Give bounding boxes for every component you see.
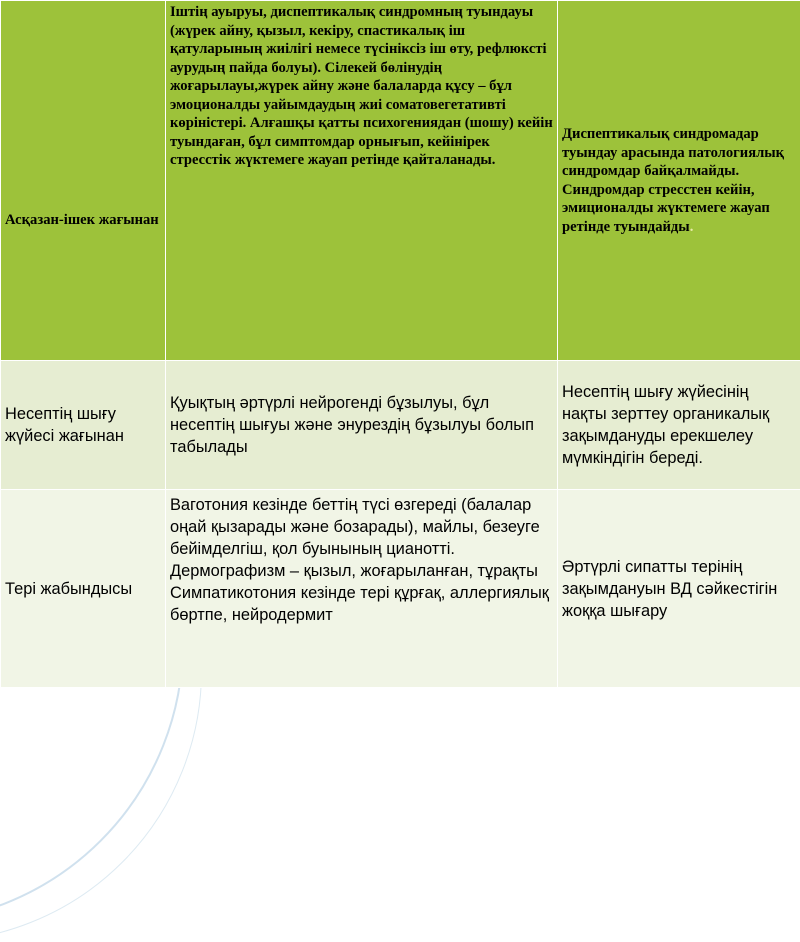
row-note-cell <box>558 361 800 490</box>
row-description: Қуықтың әртүрлі нейрогенді бұзылуы, бұл несептің шығуы және энурездің бұзылуы болып табылады <box>170 394 534 456</box>
table-row <box>1 361 800 490</box>
row-note: Несептің шығу жүйесінің нақты зерттеу органикалық зақымдануды ерекшелеу мүмкіндігін береді. <box>562 383 769 467</box>
row-label-cell <box>1 361 166 490</box>
row-label-cell <box>1 1 166 361</box>
row-note-cell <box>558 490 800 688</box>
row-description: Ваготония кезінде беттің түсі өзгереді (балалар оңай қызарады және бозарады), майлы, безеуге бейімделгіш, қол буынының цианотті. Дермографизм – қызыл, жоғарыланған, тұрақты Симпатикотония кезінде тері құрғақ, аллергиялық бөртпе, нейродермит <box>170 496 549 624</box>
row-label: Несептің шығу жүйесі жағынан <box>5 405 124 445</box>
table-row <box>1 490 800 688</box>
row-note: Диспептикалық синдромадар туындау арасында патологиялық синдромдар байқалмайды. Синдромдар стресстен кейін, эмиционалды жүктемеге жауап ретінде туындайды <box>562 126 784 235</box>
row-label: Асқазан-ішек жағынан <box>5 212 159 228</box>
row-description-cell <box>166 490 558 688</box>
table-row <box>1 1 800 361</box>
row-note-cell <box>558 1 800 361</box>
row-label-cell <box>1 490 166 688</box>
row-label: Тері жабындысы <box>5 580 132 598</box>
row-note-end: . <box>690 219 694 235</box>
row-description-cell <box>166 1 558 361</box>
row-note: Әртүрлі сипатты терінің зақымдануын ВД сәйкестігін жоққа шығару <box>562 558 777 620</box>
row-description-cell <box>166 361 558 490</box>
row-description: Іштің ауыруы, диспептикалық синдромның туындауы (жүрек айну, қызыл, кекіру, спастикалық іш қатуларының жиілігі немесе түсініксіз іш өту, рефлюксті аурудың пайда болуы). Сілекей бөлінудің жоғарылауы,жүрек айну және балаларда құсу – бұл эмоционалды уайымдаудың жиі соматовегетативті көріністері. Алғашқы қатты психогениядан (шошу) кейін туындаған, бұл симптомдар орнығып, кейінірек стресстік жүктемеге жауап ретінде қайталанады. <box>170 4 553 168</box>
